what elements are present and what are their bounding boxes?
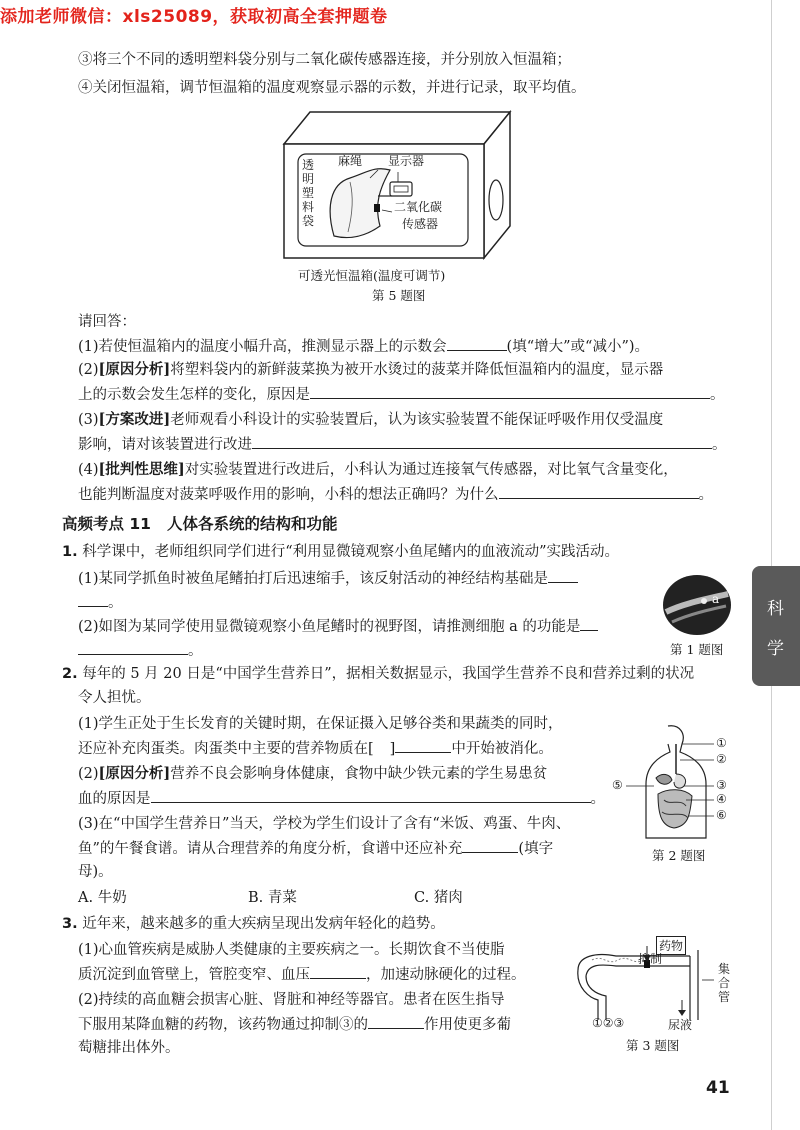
q1-part-1b: 。: [78, 592, 123, 613]
q5-part-4b: 也能判断温度对菠菜呼吸作用的影响，小科的想法正确吗？为什么 。: [78, 484, 713, 505]
cell-a-label: a: [712, 592, 720, 606]
q2-part-3: (3)在“中国学生营养日”当天，学校为学生们设计了含有“米饭、鸡蛋、牛肉、: [78, 816, 571, 832]
fig2-label-1: ①: [716, 736, 727, 750]
subject-side-tab: 科 学: [752, 566, 800, 686]
watermark: 添加老师微信：xls25089，获取初高全套押题卷: [0, 7, 388, 27]
q2-option-b: B. 青菜: [248, 890, 297, 906]
q3-part-1: (1)心血管疾病是威胁人类健康的主要疾病之一。长期饮食不当使脂: [78, 942, 505, 958]
q5-part-4: (4)[批判性思维]对实验装置进行改进后，小科认为通过连接氧气传感器，对比氧气含量变化，: [78, 461, 678, 478]
q1-part-1: (1)某同学抓鱼时被鱼尾鳍拍打后迅速缩手，该反射活动的神经结构基础是: [78, 568, 578, 589]
q2-stem-2: 令人担忧。: [78, 690, 151, 706]
fig2-label-3: ③: [716, 778, 727, 792]
rope-label: 麻绳: [338, 154, 363, 168]
urine-label: 尿液: [668, 1018, 693, 1032]
q3-part-2: (2)持续的高血糖会损害心脏、肾脏和神经等器官。患者在医生指导: [78, 992, 505, 1008]
step-4: ④关闭恒温箱，调节恒温箱的温度观察显示器的示数，并进行记录，取平均值。: [78, 80, 586, 96]
fig2-label-6: ⑥: [716, 808, 727, 822]
section-heading: 高频考点 11 人体各系统的结构和功能: [62, 515, 338, 533]
q2-part-2: (2)[原因分析]营养不良会影响身体健康，食物中缺少铁元素的学生易患贫: [78, 765, 548, 782]
fig2-label-2: ②: [716, 752, 727, 766]
figure-2-leader-lines: [616, 730, 720, 830]
figure-1-microscope-view: [662, 574, 732, 636]
q2-part-3c: 母)。: [78, 864, 113, 880]
figure-5-caption: 第 5 题图: [372, 288, 426, 303]
step-3: ③将三个不同的透明塑料袋分别与二氧化碳传感器连接，并分别放入恒温箱；: [78, 52, 571, 68]
page-number: 41: [706, 1078, 730, 1098]
q5-part-3: (3)[方案改进]老师观看小科设计的实验装置后，认为该实验装置不能保证呼吸作用仅受温度: [78, 411, 664, 428]
figure-1-caption: 第 1 题图: [670, 642, 724, 657]
q2-part-1: (1)学生正处于生长发育的关键时期，在保证摄入足够谷类和果蔬类的同时，: [78, 716, 563, 732]
fig2-label-5: ⑤: [612, 778, 623, 792]
q1-part-2: (2)如图为某同学使用显微镜观察小鱼尾鳍时的视野图，请推测细胞 a 的功能是: [78, 616, 598, 637]
drug-label: 药物: [656, 936, 686, 955]
q1-part-2b: 。: [78, 640, 203, 661]
q1-stem: 1. 科学课中，老师组织同学们进行“利用显微镜观察小鱼尾鳍内的血液流动”实践活动。: [62, 544, 620, 560]
display-label: 显示器: [388, 154, 425, 168]
q3-part-1b: 质沉淀到血管壁上，管腔变窄、血压 ，加速动脉硬化的过程。: [78, 964, 526, 985]
q2-part-3b: 鱼”的午餐食谱。请从合理营养的角度分析，食谱中还应补充 (填字: [78, 838, 553, 859]
incubator-caption: 可透光恒温箱(温度可调节): [298, 268, 446, 283]
q2-part-2b: 血的原因是 。: [78, 788, 605, 809]
sensor-label-2: 传感器: [402, 217, 439, 231]
fig3-numbers: ①②③: [592, 1016, 625, 1030]
figure-3-caption: 第 3 题图: [626, 1038, 680, 1053]
bag-label: 透 明 塑 料 袋: [302, 158, 315, 228]
q5-part-2b: 上的示数会发生怎样的变化，原因是 。: [78, 384, 725, 405]
collecting-duct-label: 集 合 管: [718, 962, 731, 1004]
fig2-label-4: ④: [716, 792, 727, 806]
q5-part-1: (1)若使恒温箱内的温度小幅升高，推测显示器上的示数会 (填“增大”或“减小”)。: [78, 336, 649, 357]
sensor-label-1: 二氧化碳: [394, 200, 443, 214]
q5-part-2: (2)[原因分析]将塑料袋内的新鲜菠菜换为被开水烫过的菠菜并降低恒温箱内的温度，显示器: [78, 361, 664, 378]
q2-option-c: C. 猪肉: [414, 890, 463, 906]
q3-part-2b: 下服用某降血糖的药物，该药物通过抑制③的 作用使更多葡: [78, 1014, 511, 1035]
page-edge-rule: [771, 0, 772, 1130]
q3-part-2c: 萄糖排出体外。: [78, 1040, 180, 1056]
q2-part-1b: 还应补充肉蛋类。肉蛋类中主要的营养物质在[ ] 中开始被消化。: [78, 738, 553, 759]
q2-option-a: A. 牛奶: [78, 890, 127, 906]
figure-2-caption: 第 2 题图: [652, 848, 706, 863]
q3-stem: 3. 近年来，越来越多的重大疾病呈现出发病年轻化的趋势。: [62, 916, 445, 932]
inhibit-label: 抑制: [638, 952, 663, 966]
q2-stem: 2. 每年的 5 月 20 日是“中国学生营养日”，据相关数据显示，我国学生营养不良和营养过剩的状况: [62, 666, 695, 682]
q5-part-3b: 影响，请对该装置进行改进 。: [78, 434, 727, 455]
q5-intro: 请回答：: [78, 314, 136, 330]
